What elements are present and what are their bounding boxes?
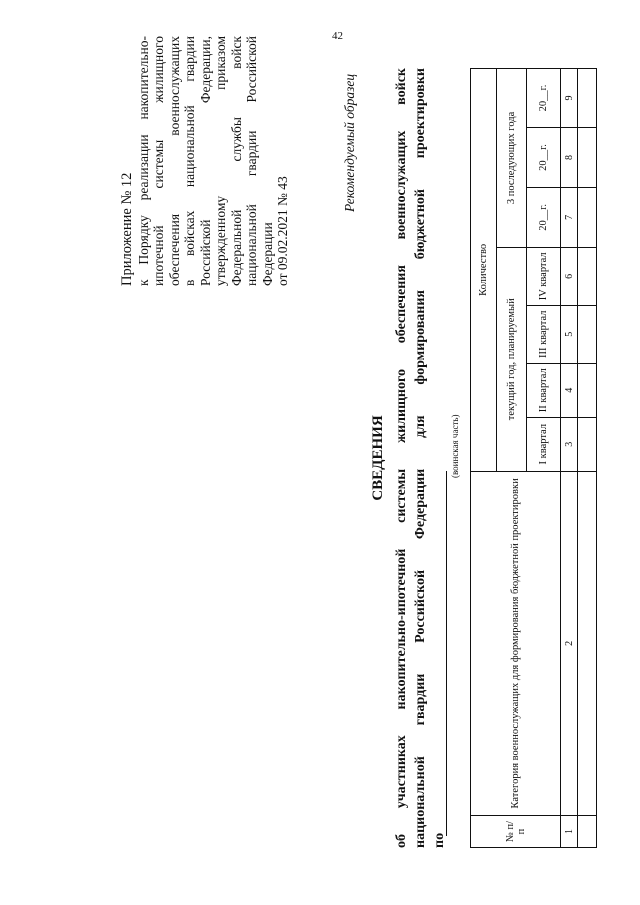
table-cell xyxy=(578,816,597,848)
column-number: 9 xyxy=(561,69,578,128)
column-number: 6 xyxy=(561,247,578,305)
appendix-line: Приложение № 12 xyxy=(119,172,135,286)
table-cell xyxy=(578,471,597,815)
subtitle-line: национальной гвардии Российской Федерации для формирования бюджетной проектировки xyxy=(413,68,428,848)
header-quarter: I квартал xyxy=(527,417,561,471)
subtitle-line: об участниках накопительно-ипотечной системы жилищного обеспечения военнослужащих войск xyxy=(394,68,409,848)
column-number: 5 xyxy=(561,305,578,363)
unit-fill-line xyxy=(432,471,447,836)
table-cell xyxy=(578,305,597,363)
landscape-page xyxy=(20,28,580,888)
header-quarter: III квартал xyxy=(527,305,561,363)
header-next-years: 3 последующих года xyxy=(497,69,527,248)
table-cell xyxy=(578,363,597,417)
appendix-line: национальной гвардии Российской xyxy=(244,36,259,286)
header-current-year: текущий год, планируемый xyxy=(497,247,527,471)
table-cell xyxy=(578,247,597,305)
appendix-line: в войсках национальной гвардии xyxy=(182,36,197,286)
page-number: 42 xyxy=(332,30,343,42)
table-cell xyxy=(578,128,597,188)
header-category: Категория военнослужащих для формирования бюджетной проектировки xyxy=(471,471,561,815)
column-number: 8 xyxy=(561,128,578,188)
appendix-line: к Порядку реализации накопительно- xyxy=(135,36,151,286)
column-number: 4 xyxy=(561,363,578,417)
appendix-line: утвержденному приказом xyxy=(213,36,228,286)
appendix-line: Федеральной службы войск xyxy=(228,36,244,286)
unit-caption: (воинская часть) xyxy=(450,414,460,478)
table-cell xyxy=(578,69,597,128)
appendix-header xyxy=(120,36,291,286)
header-quantity: Количество xyxy=(471,69,497,472)
column-number-row xyxy=(561,69,578,848)
table-cell xyxy=(578,187,597,247)
header-year: 20__г. xyxy=(527,128,561,188)
subtitle-line: по xyxy=(432,832,447,848)
header-year: 20__г. xyxy=(527,69,561,128)
appendix-line: Федерации xyxy=(259,222,275,286)
appendix-line: обеспечения военнослужащих xyxy=(166,36,182,286)
data-table xyxy=(470,68,597,848)
sample-label: Рекомендуемый образец xyxy=(342,73,357,212)
column-number: 2 xyxy=(561,471,578,815)
appendix-line: ипотечной системы жилищного xyxy=(151,36,166,286)
header-quarter: II квартал xyxy=(527,363,561,417)
header-no: № п/п xyxy=(471,816,561,848)
column-number: 7 xyxy=(561,187,578,247)
document-title: СВЕДЕНИЯ xyxy=(370,415,386,501)
table-cell xyxy=(578,417,597,471)
header-year: 20__г. xyxy=(527,187,561,247)
column-number: 1 xyxy=(561,816,578,848)
column-number: 3 xyxy=(561,417,578,471)
appendix-line: Российской Федерации, xyxy=(197,36,213,286)
appendix-line: от 09.02.2021 № 43 xyxy=(275,176,290,286)
header-quarter: IV квартал xyxy=(527,247,561,305)
table-row xyxy=(578,69,597,848)
